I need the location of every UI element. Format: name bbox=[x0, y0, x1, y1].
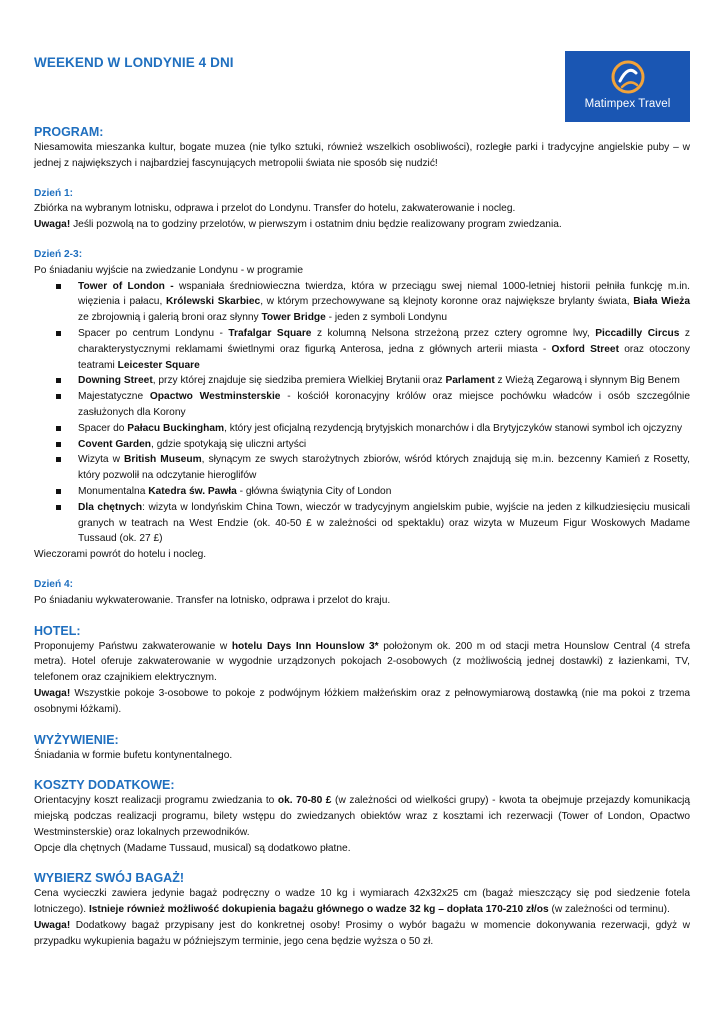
hotel-paragraph-2-segment: Wszystkie pokoje 3-osobowe to pokoje z podwójnym łóżkiem małżeńskim oraz z pełnowymiarową dostawką (nie ma pokoi z trzema osobnymi łóżkami). bbox=[34, 687, 690, 715]
luggage-paragraph-1-segment: (w zależności od terminu). bbox=[548, 904, 670, 916]
logo-mark-icon bbox=[610, 59, 646, 95]
list-item-segment: : wizyta w londyńskim China Town, wieczór w tradycyjnym angielskim pubie, wyjście na jeden z kilkudziesięciu musicali granych w teatrach na West Endzie (ok. 40-50 £ w zależności od spektaklu) oraz wizyta w Muzeum Figur Woskowych Madame Tussaud (ok. 27 £) bbox=[78, 501, 690, 545]
costs-paragraph-2: Opcje dla chętnych (Madame Tussaud, musical) są dodatkowo płatne. bbox=[34, 842, 351, 854]
list-item-segment: Wizyta w bbox=[78, 454, 124, 466]
list-item-segment: Tower Bridge bbox=[261, 312, 326, 324]
list-item-segment: Spacer do bbox=[78, 422, 128, 434]
luggage-paragraph-1 bbox=[34, 886, 690, 918]
list-item-segment: z kolumną Nelsona strzeżoną przez cztery ogromne lwy, bbox=[311, 327, 596, 339]
luggage-heading: WYBIERZ SWÓJ BAGAŻ! bbox=[34, 871, 184, 886]
food-text: Śniadania w formie bufetu kontynentalnego. bbox=[34, 749, 233, 761]
list-item-segment: Trafalgar Square bbox=[228, 327, 312, 339]
program-intro: Niesamowita mieszanka kultur, bogate muzea (nie tylko sztuki, również wszelkich osobliwości), rozległe parki i tradycyjne angielskie puby – w jednej z największych i najbardziej fascynujących metropolii świata nie sposób się nudzić! bbox=[34, 142, 690, 169]
list-item-segment: Oxford Street bbox=[551, 343, 619, 355]
document-body bbox=[34, 124, 690, 950]
day1-note-text: Jeśli pozwolą na to godziny przelotów, w pierwszym i ostatnim dniu będzie realizowany program zwiedzania. bbox=[70, 219, 562, 231]
list-item-segment: , który jest oficjalną rezydencją brytyjskich monarchów i dla Brytyjczyków stanowi symbol ich ojczyzny bbox=[224, 422, 683, 434]
list-item-segment: Opactwo Westminsterskie bbox=[149, 391, 281, 403]
day4-label: Dzień 4: bbox=[34, 578, 74, 590]
list-item bbox=[78, 452, 690, 484]
list-item bbox=[78, 500, 690, 547]
hotel-paragraph-2 bbox=[34, 686, 690, 718]
list-item-segment: z charakterystycznymi reklamami świetlnymi oraz figurką Anterosa, jedna z głównych arterii miasta - bbox=[78, 327, 690, 355]
list-item-segment: - główna świątynia City of London bbox=[236, 485, 392, 497]
list-item bbox=[78, 373, 690, 389]
list-item-segment: Tower of London - bbox=[78, 280, 174, 292]
hotel-paragraph-1-segment: położonym ok. 200 m od stacji metra Hounslow Central (4 strefa metra). Hotel oferuje zakwaterowanie w wygodnie urządzonych pokojach 2-osobowych (z możliwością jednej dostawki) z łazienkami, TV, telefonem oraz czajnikiem elektrycznym. bbox=[34, 640, 691, 684]
day1-text: Zbiórka na wybranym lotnisku, odprawa i przelot do Londynu. Transfer do hotelu, zakwaterowanie i nocleg. bbox=[34, 203, 516, 215]
list-item-segment: , przy której znajduje się siedziba premiera Wielkiej Brytanii oraz bbox=[152, 375, 446, 387]
list-item-segment: , słynącym ze swych starożytnych zbiorów, wśród których znajdują się m.in. bezcenny Kamień z Rosetty, który pozwolił na odczytanie hieroglifów bbox=[78, 454, 690, 482]
day23-label: Dzień 2-3: bbox=[34, 248, 83, 260]
costs-paragraph-1-segment: ok. 70-80 £ bbox=[277, 795, 332, 807]
list-item-segment: Parlament bbox=[445, 375, 495, 387]
list-item-segment: Covent Garden bbox=[78, 438, 152, 450]
day23-outro: Wieczorami powrót do hotelu i nocleg. bbox=[34, 549, 207, 561]
list-item-segment: wspaniała średniowieczna twierdza, która w przeciągu swej niemal 1000-letniej historii pełniła funkcję m.in. więzienia i pałacu, bbox=[78, 280, 690, 308]
luggage-paragraph-2-segment: Dodatkowy bagaż przypisany jest do konkretnej osoby! Prosimy o wybór bagażu w momencie dokonywania rezerwacji, gdyż w przypadku wykupienia bagażu w późniejszym terminie, jego cena będzie wyższa o 50 zł. bbox=[34, 920, 690, 947]
list-item bbox=[78, 389, 690, 421]
list-item-segment: - jeden z symboli Londynu bbox=[325, 312, 447, 324]
costs-paragraph-1 bbox=[34, 793, 690, 840]
luggage-paragraph-2 bbox=[34, 918, 690, 950]
company-logo bbox=[565, 51, 690, 122]
list-item bbox=[78, 437, 690, 453]
list-item-segment: z Wieżą Zegarową i słynnym Big Benem bbox=[494, 375, 680, 387]
hotel-paragraph-1-segment: Proponujemy Państwu zakwaterowanie w bbox=[34, 640, 232, 652]
hotel-heading: HOTEL: bbox=[34, 623, 81, 638]
program-heading: PROGRAM: bbox=[34, 125, 104, 139]
list-item-segment: Dla chętnych bbox=[78, 501, 143, 513]
luggage-paragraph-1-segment: Istnieje również możliwość dokupienia bagażu głównego o wadze 32 kg – dopłata 170-210 zł/os bbox=[88, 904, 549, 916]
list-item-segment: Katedra św. Pawła bbox=[148, 485, 237, 497]
list-item-segment: ze zbrojownią i galerią broni oraz słynny bbox=[78, 312, 262, 324]
list-item-segment: , gdzie spotykają się uliczni artyści bbox=[151, 438, 307, 450]
list-item-segment: Spacer po centrum Londynu - bbox=[78, 327, 229, 339]
luggage-paragraph-1-segment: Cena wycieczki zawiera jedynie bagaż podręczny o wadze 10 kg i wymiarach 42x32x25 cm (bagaż mieszczący się pod siedzenie fotela lotniczego). bbox=[34, 888, 690, 916]
list-item-segment: Królewski Skarbiec bbox=[165, 296, 261, 308]
list-item-segment: , w którym przechowywane są klejnoty koronne oraz największe brylanty świata, bbox=[260, 296, 634, 308]
list-item-segment: - kościół koronacyjny królów oraz miejsce pochówku władców i osób szczególnie zasłużonych dla Korony bbox=[78, 391, 690, 418]
day1-note-label: Uwaga! bbox=[34, 219, 71, 231]
list-item-segment: Majestatyczne bbox=[78, 391, 150, 403]
hotel-paragraph-1-segment: hotelu Days Inn Hounslow 3* bbox=[231, 640, 379, 652]
list-item-segment: Biała Wieża bbox=[633, 296, 690, 308]
list-item-segment: Piccadilly Circus bbox=[595, 327, 680, 339]
costs-heading: KOSZTY DODATKOWE: bbox=[34, 778, 175, 793]
list-item-segment: oraz otoczony teatrami bbox=[78, 343, 690, 371]
day1-label: Dzień 1: bbox=[34, 187, 74, 199]
day4-text: Po śniadaniu wykwaterowanie. Transfer na lotnisko, odprawa i przelot do kraju. bbox=[34, 594, 391, 606]
attractions-list bbox=[34, 279, 690, 548]
food-heading: WYŻYWIENIE: bbox=[34, 732, 119, 747]
hotel-paragraph-1 bbox=[34, 639, 690, 686]
list-item bbox=[78, 279, 690, 326]
hotel-paragraph-2-segment: Uwaga! bbox=[34, 687, 71, 699]
costs-paragraph-1-segment: Orientacyjny koszt realizacji programu zwiedzania to bbox=[34, 795, 278, 807]
costs-paragraph-1-segment: (w zależności od wielkości grupy) - kwota ta obejmuje przejazdy komunikacją miejską podczas realizacji programu, bilety wstępu do zwiedzanych obiektów wraz z kosztami ich rezerwacji (Tower of London, Opactwo Westminsterskie) oraz lokalnych przewodników. bbox=[34, 795, 691, 838]
list-item-segment: Leicester Square bbox=[117, 359, 200, 371]
list-item-segment: British Museum bbox=[124, 454, 202, 466]
list-item bbox=[78, 421, 690, 437]
day23-intro: Po śniadaniu wyjście na zwiedzanie Londynu - w programie bbox=[34, 264, 303, 276]
list-item bbox=[78, 326, 690, 373]
logo-text: Matimpex Travel bbox=[584, 98, 671, 110]
list-item-segment: Pałacu Buckingham bbox=[127, 422, 225, 434]
day1-note bbox=[34, 217, 690, 233]
document-title: WEEKEND W LONDYNIE 4 DNI bbox=[34, 55, 234, 70]
list-item-segment: Monumentalna bbox=[78, 485, 149, 497]
list-item-segment: Downing Street bbox=[78, 375, 153, 387]
luggage-paragraph-2-segment: Uwaga! bbox=[34, 920, 71, 932]
list-item bbox=[78, 484, 690, 500]
